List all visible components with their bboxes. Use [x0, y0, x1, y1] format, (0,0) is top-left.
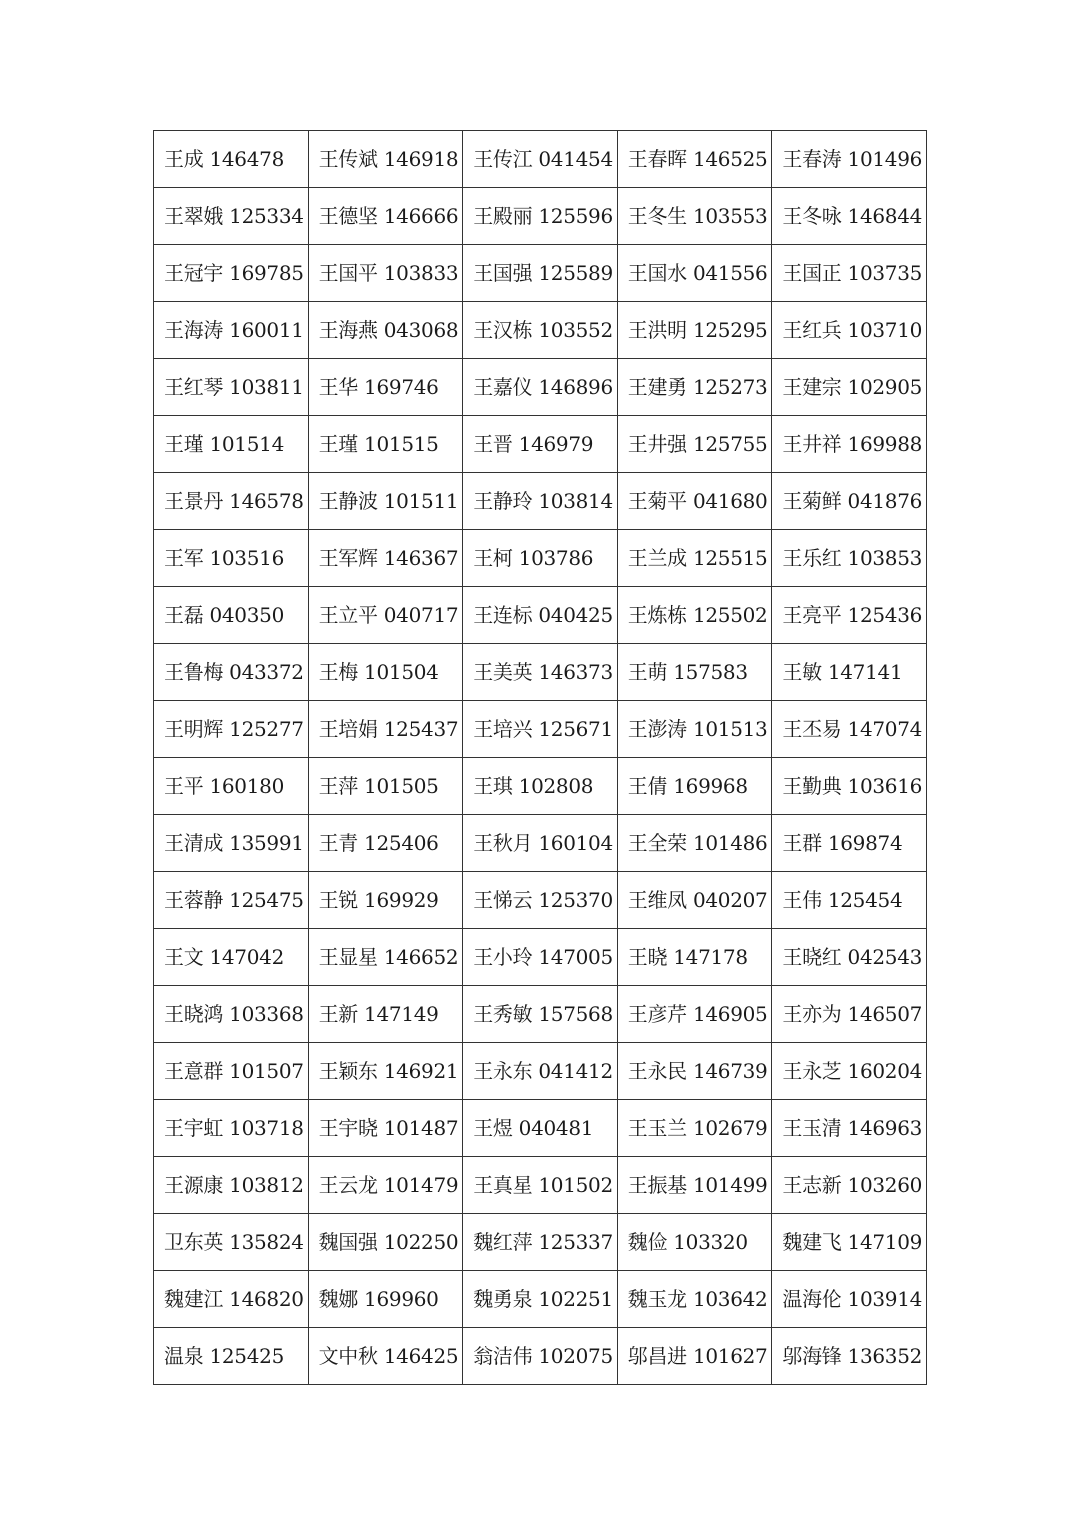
table-cell: 王倩 169968: [617, 758, 772, 815]
table-cell: 王全荣 101486: [617, 815, 772, 872]
table-cell: 王明辉 125277: [154, 701, 309, 758]
table-cell: 王静波 101511: [308, 473, 463, 530]
table-cell: 邬昌进 101627: [617, 1328, 772, 1385]
table-cell: 魏玉龙 103642: [617, 1271, 772, 1328]
table-row: [154, 245, 927, 302]
table-cell: 王秀敏 157568: [463, 986, 618, 1043]
table-row: [154, 986, 927, 1043]
table-cell: 王春涛 101496: [772, 131, 927, 188]
table-cell: 王永芝 160204: [772, 1043, 927, 1100]
table-cell: 王琪 102808: [463, 758, 618, 815]
table-row: [154, 758, 927, 815]
table-cell: 王宇晓 101487: [308, 1100, 463, 1157]
table-cell: 王柯 103786: [463, 530, 618, 587]
table-cell: 邬海锋 136352: [772, 1328, 927, 1385]
table-cell: 魏俭 103320: [617, 1214, 772, 1271]
table-cell: 魏建飞 147109: [772, 1214, 927, 1271]
table-cell: 王清成 135991: [154, 815, 309, 872]
table-cell: 王瑾 101514: [154, 416, 309, 473]
table-row: [154, 1043, 927, 1100]
table-cell: 王国正 103735: [772, 245, 927, 302]
table-cell: 王群 169874: [772, 815, 927, 872]
table-cell: 王殿丽 125596: [463, 188, 618, 245]
table-cell: 王永民 146739: [617, 1043, 772, 1100]
table-cell: 王亦为 146507: [772, 986, 927, 1043]
table-cell: 王秋月 160104: [463, 815, 618, 872]
table-cell: 王春晖 146525: [617, 131, 772, 188]
table-cell: 王冠宇 169785: [154, 245, 309, 302]
table-cell: 王彦芹 146905: [617, 986, 772, 1043]
table-cell: 王青 125406: [308, 815, 463, 872]
table-row: [154, 872, 927, 929]
table-row: [154, 188, 927, 245]
table-cell: 王晓鸿 103368: [154, 986, 309, 1043]
table-row: [154, 1100, 927, 1157]
table-cell: 王蓉静 125475: [154, 872, 309, 929]
table-row: [154, 530, 927, 587]
table-cell: 王培兴 125671: [463, 701, 618, 758]
table-row: [154, 701, 927, 758]
table-cell: 王源康 103812: [154, 1157, 309, 1214]
table-row: [154, 815, 927, 872]
table-cell: 王菊鲜 041876: [772, 473, 927, 530]
table-row: [154, 644, 927, 701]
table-cell: 温泉 125425: [154, 1328, 309, 1385]
table-cell: 王建宗 102905: [772, 359, 927, 416]
table-row: [154, 1157, 927, 1214]
table-cell: 王洪明 125295: [617, 302, 772, 359]
table-cell: 王成 146478: [154, 131, 309, 188]
name-id-table: [153, 130, 927, 1385]
table-cell: 王传江 041454: [463, 131, 618, 188]
table-cell: 王维凤 040207: [617, 872, 772, 929]
table-cell: 翁洁伟 102075: [463, 1328, 618, 1385]
table-cell: 魏娜 169960: [308, 1271, 463, 1328]
table-cell: 王锐 169929: [308, 872, 463, 929]
table-cell: 王小玲 147005: [463, 929, 618, 986]
table-cell: 魏勇泉 102251: [463, 1271, 618, 1328]
table-cell: 王军 103516: [154, 530, 309, 587]
table-cell: 王伟 125454: [772, 872, 927, 929]
table-cell: 王建勇 125273: [617, 359, 772, 416]
table-cell: 王梅 101504: [308, 644, 463, 701]
table-cell: 王景丹 146578: [154, 473, 309, 530]
table-cell: 文中秋 146425: [308, 1328, 463, 1385]
table-cell: 王平 160180: [154, 758, 309, 815]
table-cell: 王真星 101502: [463, 1157, 618, 1214]
table-cell: 王国水 041556: [617, 245, 772, 302]
table-cell: 魏国强 102250: [308, 1214, 463, 1271]
table-cell: 王冬生 103553: [617, 188, 772, 245]
table-cell: 王颖东 146921: [308, 1043, 463, 1100]
table-row: [154, 131, 927, 188]
table-cell: 王立平 040717: [308, 587, 463, 644]
table-row: [154, 416, 927, 473]
table-cell: 王国平 103833: [308, 245, 463, 302]
table-cell: 王军辉 146367: [308, 530, 463, 587]
table-cell: 王悌云 125370: [463, 872, 618, 929]
table-row: [154, 929, 927, 986]
table-cell: 王文 147042: [154, 929, 309, 986]
table-cell: 王红兵 103710: [772, 302, 927, 359]
table-cell: 王海涛 160011: [154, 302, 309, 359]
table-cell: 王萌 157583: [617, 644, 772, 701]
table-cell: 温海伦 103914: [772, 1271, 927, 1328]
table-cell: 王晓 147178: [617, 929, 772, 986]
table-row: [154, 302, 927, 359]
table-row: [154, 473, 927, 530]
table-cell: 王翠娥 125334: [154, 188, 309, 245]
table-cell: 王宇虹 103718: [154, 1100, 309, 1157]
table-cell: 王传斌 146918: [308, 131, 463, 188]
table-cell: 王井强 125755: [617, 416, 772, 473]
table-cell: 王敏 147141: [772, 644, 927, 701]
table-cell: 王萍 101505: [308, 758, 463, 815]
table-row: [154, 1271, 927, 1328]
table-cell: 魏建江 146820: [154, 1271, 309, 1328]
table-cell: 王菊平 041680: [617, 473, 772, 530]
table-cell: 王志新 103260: [772, 1157, 927, 1214]
table-cell: 王华 169746: [308, 359, 463, 416]
table-cell: 魏红萍 125337: [463, 1214, 618, 1271]
table-cell: 王鲁梅 043372: [154, 644, 309, 701]
table-cell: 王玉清 146963: [772, 1100, 927, 1157]
table-cell: 王晋 146979: [463, 416, 618, 473]
table-cell: 王兰成 125515: [617, 530, 772, 587]
table-cell: 王振基 101499: [617, 1157, 772, 1214]
table-cell: 王勤典 103616: [772, 758, 927, 815]
table-cell: 王晓红 042543: [772, 929, 927, 986]
table-cell: 王意群 101507: [154, 1043, 309, 1100]
table-row: [154, 359, 927, 416]
table-cell: 王亮平 125436: [772, 587, 927, 644]
table-cell: 王红琴 103811: [154, 359, 309, 416]
table-cell: 王丕易 147074: [772, 701, 927, 758]
table-cell: 王玉兰 102679: [617, 1100, 772, 1157]
table-cell: 王乐红 103853: [772, 530, 927, 587]
table-cell: 王静玲 103814: [463, 473, 618, 530]
table-row: [154, 1328, 927, 1385]
table-row: [154, 587, 927, 644]
table-cell: 王瑾 101515: [308, 416, 463, 473]
table-cell: 王磊 040350: [154, 587, 309, 644]
table-cell: 王炼栋 125502: [617, 587, 772, 644]
table-cell: 王显星 146652: [308, 929, 463, 986]
table-cell: 王澎涛 101513: [617, 701, 772, 758]
table-cell: 王国强 125589: [463, 245, 618, 302]
table-body: [154, 131, 927, 1385]
table-cell: 王冬咏 146844: [772, 188, 927, 245]
table-row: [154, 1214, 927, 1271]
table-cell: 王新 147149: [308, 986, 463, 1043]
table-cell: 卫东英 135824: [154, 1214, 309, 1271]
table-cell: 王培娟 125437: [308, 701, 463, 758]
table-cell: 王井祥 169988: [772, 416, 927, 473]
table-cell: 王汉栋 103552: [463, 302, 618, 359]
table-cell: 王连标 040425: [463, 587, 618, 644]
table-cell: 王嘉仪 146896: [463, 359, 618, 416]
table-cell: 王云龙 101479: [308, 1157, 463, 1214]
table-cell: 王美英 146373: [463, 644, 618, 701]
table-cell: 王永东 041412: [463, 1043, 618, 1100]
table-cell: 王德坚 146666: [308, 188, 463, 245]
table-cell: 王海燕 043068: [308, 302, 463, 359]
table-cell: 王煜 040481: [463, 1100, 618, 1157]
